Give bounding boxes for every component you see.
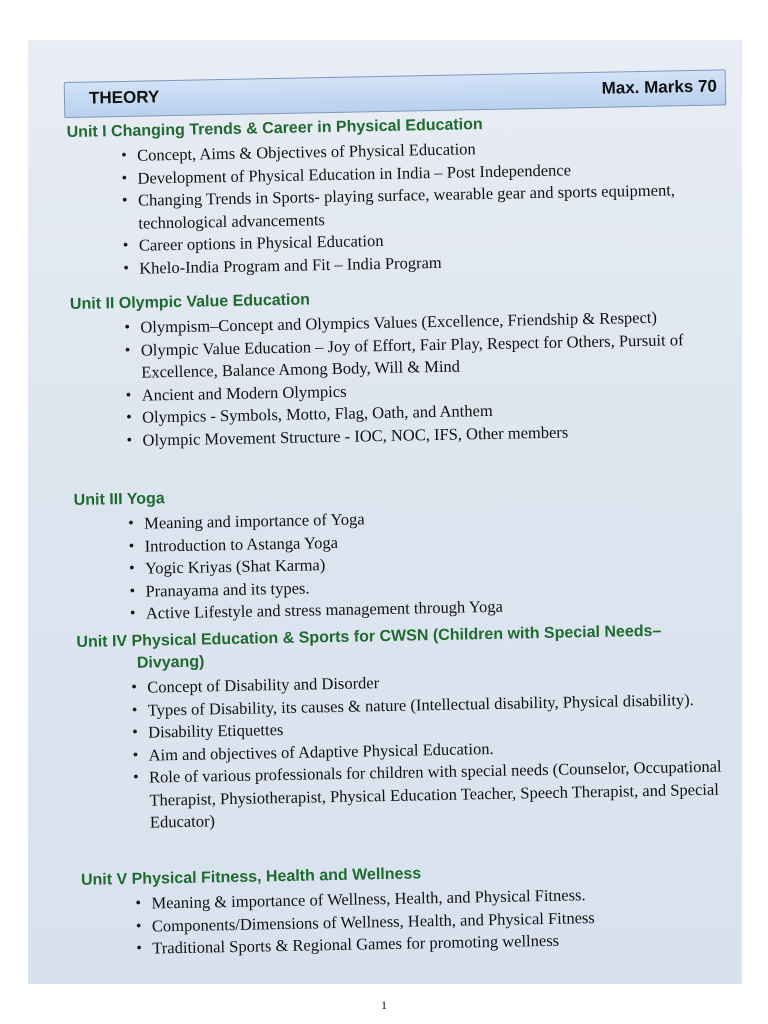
unit-5-title: Unit V Physical Fitness, Health and Wellness: [80, 865, 422, 889]
list-item: • Active Lifestyle and stress management through Yoga: [130, 591, 726, 625]
list-item: • Ancient and Modern Olympics: [126, 373, 722, 407]
unit-2: [70, 282, 723, 453]
unit-5-list: [81, 881, 732, 961]
unit-2-list: [70, 306, 722, 453]
list-item: • Disability Etiquettes: [132, 710, 728, 744]
unit-4-title-line: Unit IV Physical Education & Sports for CWSN (Children with Special Needs–: [76, 622, 662, 651]
list-item: • Meaning and importance of Yoga: [128, 501, 724, 535]
list-item: • Olympics - Symbols, Motto, Flag, Oath, and Anthem: [126, 396, 722, 430]
section-title: THEORY: [88, 87, 160, 108]
list-item: • Yogic Kriyas (Shat Karma): [129, 546, 725, 580]
unit-1: [66, 110, 719, 281]
unit-1-title: Unit I Changing Trends & Career in Physical Education: [66, 116, 483, 142]
list-item: • Components/Dimensions of Wellness, Health, and Physical Fitness: [136, 904, 732, 938]
unit-2-title: Unit II Olympic Value Education: [69, 291, 311, 314]
list-item: • Concept of Disability and Disorder: [131, 665, 727, 699]
list-item: • Changing Trends in Sports- playing surface, wearable gear and sports equipment, technological advancements: [122, 179, 719, 235]
list-item: • Concept, Aims & Objectives of Physical Education: [121, 134, 717, 168]
scanned-page: [28, 40, 742, 984]
unit-3-title: Unit III Yoga: [73, 490, 165, 509]
unit-3-list: [74, 501, 726, 626]
unit-5: [81, 857, 733, 961]
unit-4-title-continuation: Divyang): [136, 653, 205, 672]
list-item: • Development of Physical Education in India – Post Independence: [121, 156, 717, 190]
unit-3: [74, 477, 727, 626]
list-item: • Aim and objectives of Adaptive Physical Education.: [132, 733, 728, 767]
list-item: • Pranayama and its types.: [129, 569, 725, 603]
list-item: • Traditional Sports & Regional Games for promoting wellness: [136, 926, 732, 960]
page-content: [28, 40, 742, 984]
max-marks: Max. Marks 70: [601, 76, 718, 98]
unit-4: [76, 619, 730, 835]
list-item: • Career options in Physical Education: [123, 224, 719, 258]
unit-1-list: [67, 134, 719, 281]
list-item: • Olympic Value Education – Joy of Effort, Fair Play, Respect for Others, Pursuit of Excellence, Balance Among Body, Will & Mind: [125, 328, 722, 384]
page-number: 1: [381, 998, 387, 1012]
list-item: • Types of Disability, its causes & nature (Intellectual disability, Physical disability).: [132, 688, 728, 722]
list-item: • Olympism–Concept and Olympics Values (Excellence, Friendship & Respect): [124, 306, 720, 340]
list-item: • Khelo-India Program and Fit – India Program: [123, 246, 719, 280]
list-item: • Introduction to Astanga Yoga: [128, 524, 724, 558]
list-item: • Olympic Movement Structure - IOC, NOC, IFS, Other members: [126, 418, 722, 452]
list-item: • Role of various professionals for children with special needs (Counselor, Occupational Therapist, Physiotherapist, Physical Education Teacher, Speech Therapist, and Special Educator): [133, 755, 730, 834]
unit-4-list: [77, 665, 730, 835]
list-item: • Meaning & importance of Wellness, Health, and Physical Fitness.: [135, 881, 731, 915]
